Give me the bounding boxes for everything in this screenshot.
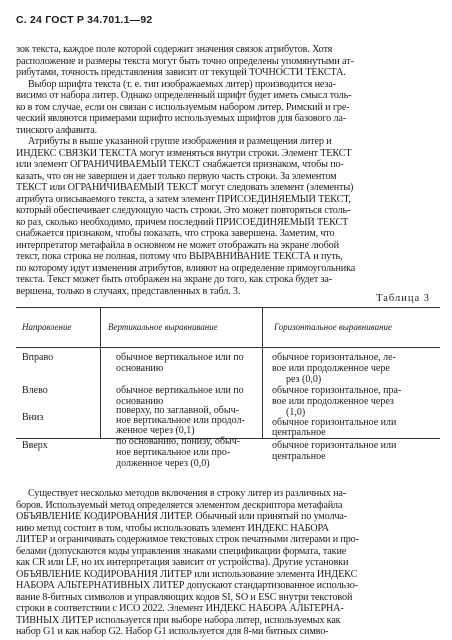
table-caption: Таблица 3 — [376, 293, 430, 304]
text-line: или элемент ОГРАНИЧИВАЕМЫЙ ТЕКСТ снабжается признаком, чтобы по- — [16, 159, 344, 170]
table-column-divider — [100, 307, 101, 439]
text-block-bottom — [16, 488, 438, 638]
text-line: интерпретатор метафайла в основном не может отображать на экране любой — [16, 239, 339, 251]
table-cell-vertical: основанию — [116, 396, 164, 407]
text-line: ОБЪЯВЛЕНИЕ КОДИРОВАНИЯ ЛИТЕР. Обычный или принятый по умолча- — [16, 511, 348, 522]
text-line: ко раз, сколько необходимо, причем последний ПРИСОЕДИНЯЕМЫЙ ТЕКСТ — [16, 216, 349, 228]
text-line: текста. Текст может быть отображен на экране до того, как строка будет за- — [16, 274, 333, 285]
table-cell-vertical: по основанию, понизу, обыч- — [116, 436, 241, 447]
table-cell-horizontal: обычное горизонтальное или — [272, 440, 397, 451]
text-line: рибутами, точность представления зависит от текущей ТОЧНОСТИ ТЕКСТА. — [16, 67, 346, 78]
table-cell-vertical: обычное вертикальное или по — [116, 352, 244, 363]
table-cell-vertical: основанию — [116, 363, 164, 374]
text-line: текст, пока строка не полная, потому что ВЫРАВНИВАНИЕ ТЕКСТА и путь, — [16, 251, 343, 262]
text-line: ЛИТЕР и ограничивать содержимое текстовых строк печатными литерами и про- — [16, 534, 359, 545]
text-line: набор G1 и как набор G2. Набор G1 используется для 8-ми битных симво- — [16, 626, 329, 637]
table-cell-horizontal: рез (0,0) — [286, 374, 322, 385]
text-line: белами (допускаются коды управления знаками спецификации формата, такие — [16, 545, 347, 557]
text-line: Существует несколько методов включения в строку литер из различных на- — [28, 488, 347, 499]
text-line: НАБОРА АЛЬТЕРНАТИВНЫХ ЛИТЕР допускают стандартизованное использо- — [16, 580, 358, 591]
table-cell-vertical: женное через (0,1) — [116, 425, 195, 436]
text-line: ТИВНЫХ ЛИТЕР используется при выборе набора литер, используемых как — [16, 614, 341, 626]
table-row-direction: Вверх — [22, 440, 48, 451]
table-cell-horizontal: вое или продолженное через — [272, 396, 394, 407]
table-cell-vertical: поверху, по заглавной, обыч- — [116, 405, 239, 416]
text-line: ТЕКСТ или ОГРАНИЧИВАЕМЫЙ ТЕКСТ могут следовать элемент (элементы) — [16, 182, 354, 193]
text-line: висимо от набора литер. Однако определенный шрифт будет иметь смысл толь- — [16, 90, 352, 101]
table-header-horizontal: Горизонтальное выравнивание — [274, 322, 393, 332]
text-line: нию метод состоит в том, чтобы использовать элемент ИНДЕКС НАБОРА — [16, 522, 329, 534]
text-line: снабжается признаком, чтобы показать, что строка завершена. Заметим, что — [16, 228, 335, 239]
text-line: Атрибуты в выше указанной группе изображения и размещения литер и — [28, 136, 332, 147]
table-cell-horizontal: центральное — [272, 451, 326, 462]
text-line: вание 8-битных символов и управляющих кодов SI, SO и ESC внутри текстовой — [16, 591, 353, 603]
text-line: Выбор шрифта текста (т. е. тип изображаемых литер) производится неза- — [28, 78, 336, 90]
table-cell-horizontal: (1,0) — [286, 407, 306, 418]
table-cell-horizontal: вое или продолженное чере — [272, 363, 390, 374]
table-top-rule — [16, 307, 440, 308]
table-header-rule — [16, 347, 440, 348]
table-row-direction: Вправо — [22, 352, 54, 363]
table-cell-vertical: ное вертикальное или продол- — [116, 415, 245, 426]
table-header-direction: Направление — [22, 322, 72, 332]
table-cell-horizontal: обычное горизонтальное, пра- — [272, 385, 402, 396]
text-line: как CR или LF, но их интерпретация зависит от устройства). Другие установки — [16, 557, 349, 568]
text-block-top — [16, 44, 438, 297]
table-cell-horizontal: центральное — [272, 427, 326, 438]
table-row-direction: Вниз — [22, 412, 44, 423]
text-line: ческий являются примерами шрифто используемых шрифтов для базового ла- — [16, 113, 346, 124]
text-line: тинского алфавита. — [16, 124, 97, 136]
text-line: расположение и размеры текста могут быть точно определены упомянутыми ат- — [16, 55, 354, 67]
table-column-divider — [262, 307, 263, 439]
text-line: зок текста, каждое поле которой содержит значения связок атрибутов. Хотя — [16, 44, 333, 55]
text-line: ИНДЕКС СВЯЗКИ ТЕКСТА могут изменяться внутри строки. Элемент ТЕКСТ — [16, 147, 352, 159]
text-line: по которому идут изменения атрибутов, влияют на определение прямоугольника — [16, 262, 356, 274]
table-row-direction: Влево — [22, 385, 48, 396]
table-cell-horizontal: обычное горизонтальное или — [272, 417, 397, 428]
table-cell-vertical: долженное через (0,0) — [116, 458, 210, 469]
alignment-table — [16, 307, 440, 439]
text-line: ко в том случае, если он связан с используемым набором литер. Римский и гре- — [16, 101, 350, 113]
table-cell-vertical: обычное вертикальное или по — [116, 385, 244, 396]
text-line: атрибута описываемого текста, а затем элемент ПРИСОЕДИНЯЕМЫЙ ТЕКСТ, — [16, 193, 351, 205]
text-line: казать, что он не завершен и дает только первую часть строки. За элементом — [16, 170, 337, 182]
table-header-vertical: Вертикальное выравнивание — [108, 322, 218, 332]
text-line: ОБЪЯВЛЕНИЕ КОДИРОВАНИЯ ЛИТЕР или использование элемента ИНДЕКС — [16, 568, 358, 580]
text-line: строки в соответствии с ИСО 2022. Элемент ИНДЕКС НАБОРА АЛЬТЕРНА- — [16, 603, 344, 614]
text-line: вершена, только в случаях, представленных в табл. 3. — [16, 285, 241, 297]
table-cell-vertical: ное вертикальное или про- — [116, 447, 231, 458]
table-cell-horizontal: обычное горизонтальное, ле- — [272, 352, 396, 363]
page-header: С. 24 ГОСТ Р 34.701.1—92 — [16, 14, 153, 26]
text-line: который обеспечивает следующую часть строки. Это может повторяться столь- — [16, 205, 351, 216]
text-line: боров. Используемый метод определяется элементом дескриптора метафайла — [16, 499, 343, 511]
